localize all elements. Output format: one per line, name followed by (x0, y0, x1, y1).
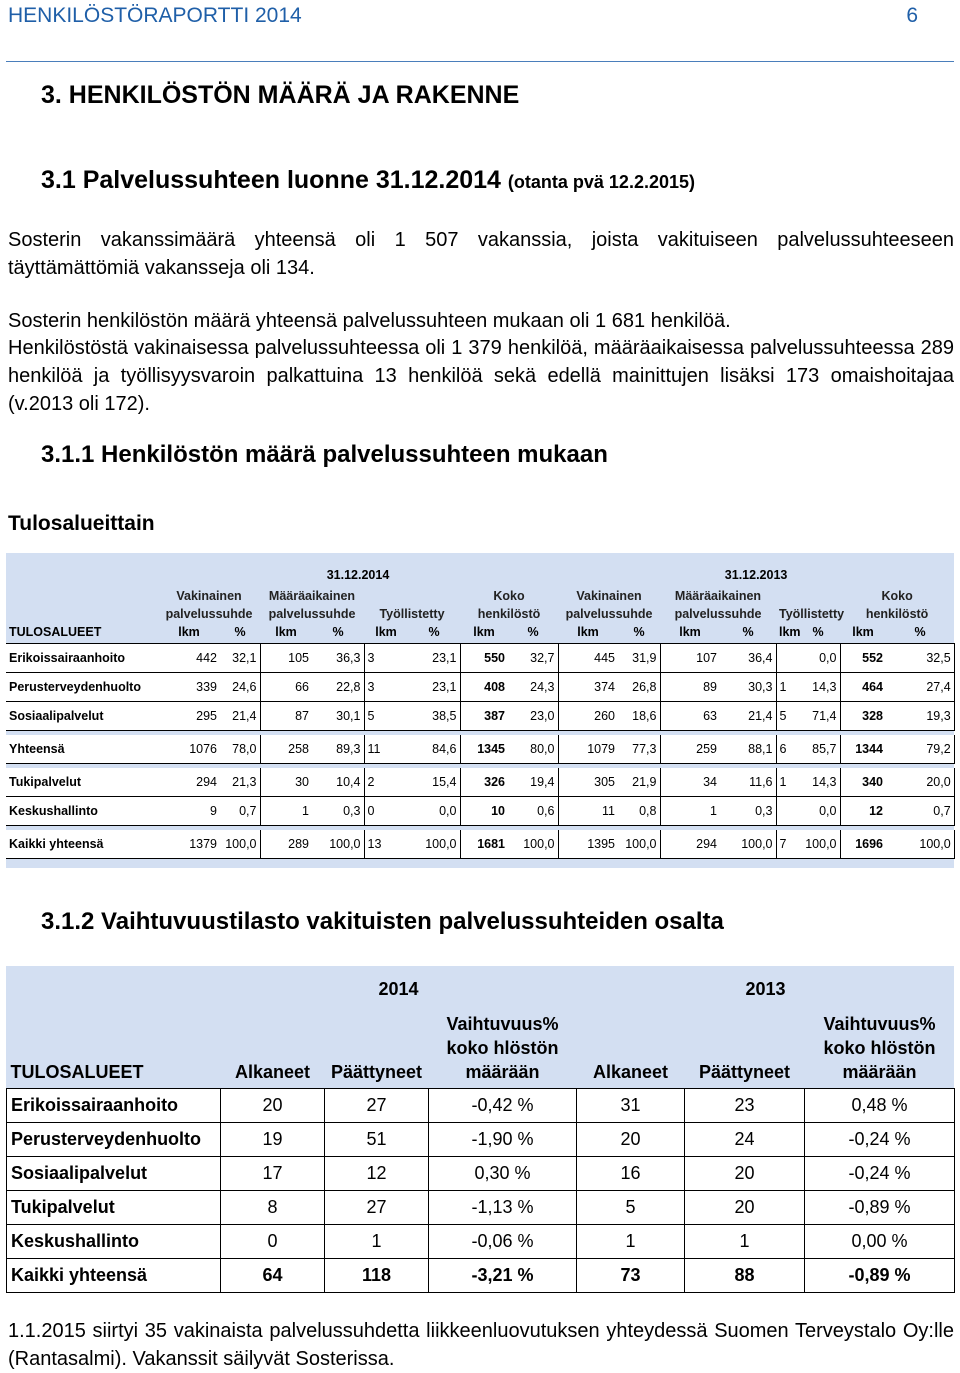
turnover-year-spacer (7, 966, 221, 1012)
table-column-header: Määräaikainen (268, 589, 356, 603)
table-column-header: Vakinainen (576, 589, 642, 603)
turnover-cell: 1 (577, 1225, 685, 1259)
table-cell: 294 (660, 830, 720, 859)
table-gap-cell (6, 553, 954, 565)
table-row (6, 830, 954, 859)
table-cell: 89,3 (312, 735, 364, 764)
table-cell: 1 (660, 797, 720, 826)
turnover-column-header: Päättyneet (330, 1062, 423, 1082)
turnover-cell: 20 (685, 1157, 805, 1191)
header-rule (6, 61, 954, 62)
table-cell: 100,0 (720, 830, 776, 859)
table-cell: 89 (660, 673, 720, 702)
table-cell: 10 (460, 797, 508, 826)
table-cell: 0,0 (796, 797, 840, 826)
table-column-header: palvelussuhde (268, 607, 356, 621)
turnover-cell: 12 (325, 1157, 429, 1191)
table-cell: 0,0 (408, 797, 460, 826)
table-cell: 295 (158, 702, 220, 731)
table-unit-header: lkm (776, 621, 796, 644)
table-cell: 100,0 (508, 830, 558, 859)
subsubsection-heading-1: 3.1.1 Henkilöstön määrä palvelussuhteen mukaan (41, 441, 608, 468)
table-header-row (6, 585, 954, 603)
turnover-cell: 17 (221, 1157, 325, 1191)
table-cell: 100,0 (408, 830, 460, 859)
turnover-cell: 20 (221, 1089, 325, 1123)
table-cell: 30 (260, 768, 312, 797)
table-cell: 21,4 (220, 702, 260, 731)
table-cell: 0,0 (796, 644, 840, 673)
table-cell: 100,0 (796, 830, 840, 859)
turnover-row (7, 1089, 955, 1123)
turnover-row (7, 1225, 955, 1259)
table-cell: 1681 (460, 830, 508, 859)
subsection-title: 3.1 Palvelussuhteen luonne 31.12.2014 (41, 166, 501, 194)
turnover-cell: 8 (221, 1191, 325, 1225)
table-cell: 305 (558, 768, 618, 797)
table-cell: 550 (460, 644, 508, 673)
turnover-year-2013: 2013 (745, 978, 786, 999)
report-title: HENKILÖSTÖRAPORTTI 2014 (8, 4, 302, 27)
table-date-2013: 31.12.2013 (724, 568, 788, 582)
table-cell: 30,1 (312, 702, 364, 731)
table-cell: 21,3 (220, 768, 260, 797)
table-column-header: Määräaikainen (674, 589, 762, 603)
table-date-spacer (6, 565, 158, 585)
table-cell: 79,2 (886, 735, 954, 764)
table-cell: 84,6 (408, 735, 460, 764)
table-row (6, 735, 954, 764)
table-cell: 1696 (840, 830, 886, 859)
table-cell: 5 (776, 702, 796, 731)
table-cell: 5 (364, 702, 408, 731)
table-cell: 85,7 (796, 735, 840, 764)
table-cell: 1079 (558, 735, 618, 764)
table-cell: 15,4 (408, 768, 460, 797)
table-row (6, 702, 954, 731)
table-header-spacer (6, 603, 158, 621)
table-cell: 88,1 (720, 735, 776, 764)
table-cell: 0,3 (312, 797, 364, 826)
turnover-cell: 20 (685, 1191, 805, 1225)
table-unit-header: % (720, 621, 776, 644)
table-cell: 3 (364, 673, 408, 702)
turnover-cell: -3,21 % (429, 1259, 577, 1293)
table-cell: 340 (840, 768, 886, 797)
table-cell: 0,6 (508, 797, 558, 826)
table-cell: 24,3 (508, 673, 558, 702)
table-cell: 408 (460, 673, 508, 702)
table-cell: 387 (460, 702, 508, 731)
table-column-header: Työllistetty (779, 607, 845, 621)
table-column-header: palvelussuhde (165, 607, 253, 621)
staff-by-area-table (6, 553, 955, 859)
turnover-column-header: Vaihtuvuus% koko hlöstön määrään (446, 1014, 559, 1082)
table-row-label: Sosiaalipalvelut (6, 702, 158, 731)
table-unit-header: lkm (558, 621, 618, 644)
turnover-cell: 20 (577, 1123, 685, 1157)
table-cell: 36,4 (720, 644, 776, 673)
table-row (6, 768, 954, 797)
table-column-header (776, 585, 840, 603)
turnover-cell: 27 (325, 1191, 429, 1225)
paragraph-staff-breakdown: Henkilöstöstä vakinaisessa palvelussuhteessa oli 1 379 henkilöä, määräaikaisessa palvelussuhteessa 289 henkilöä ja työllisyysvaroin palkattuina 13 henkilöä sekä edellä mainittujen lisäksi 173 omaishoitajaa (v.2013 oli 172). (8, 337, 954, 415)
table-cell: 19,4 (508, 768, 558, 797)
table-cell: 63 (660, 702, 720, 731)
table-unit-header: % (508, 621, 558, 644)
turnover-cell: -0,24 % (805, 1157, 955, 1191)
turnover-row-label: Kaikki yhteensä (7, 1259, 221, 1293)
turnover-cell: 1 (325, 1225, 429, 1259)
table-cell: 30,3 (720, 673, 776, 702)
table-cell: 258 (260, 735, 312, 764)
turnover-cell: -1,13 % (429, 1191, 577, 1225)
table-cell: 13 (364, 830, 408, 859)
table-cell: 22,8 (312, 673, 364, 702)
table-cell: 2 (364, 768, 408, 797)
turnover-cell: 24 (685, 1123, 805, 1157)
turnover-cell: 19 (221, 1123, 325, 1157)
table-cell: 32,5 (886, 644, 954, 673)
table-row-label: Tukipalvelut (6, 768, 158, 797)
table-cell: 289 (260, 830, 312, 859)
table-column-header: henkilöstö (477, 607, 541, 621)
table-cell: 10,4 (312, 768, 364, 797)
table-cell: 27,4 (886, 673, 954, 702)
page-header (0, 0, 960, 62)
table-row (6, 644, 954, 673)
footer-note: 1.1.2015 siirtyi 35 vakinaista palvelussuhdetta liikkeenluovutuksen yhteydessä Suomen Terveystalo Oy:lle (Rantasalmi). Vakanssit säilyvät Sosterissa. (8, 1320, 954, 1370)
table-cell: 14,3 (796, 768, 840, 797)
table-cell: 14,3 (796, 673, 840, 702)
table-unit-header: % (796, 621, 840, 644)
paragraph-vacancies: Sosterin vakanssimäärä yhteensä oli 1 507 vakanssia, joista vakituiseen palvelussuhteeseen täyttämättömiä vakansseja oli 134. (8, 229, 954, 279)
table-cell: 0,8 (618, 797, 660, 826)
table-cell: 0,3 (720, 797, 776, 826)
table-unit-header: % (408, 621, 460, 644)
turnover-cell: 73 (577, 1259, 685, 1293)
table-cell: 259 (660, 735, 720, 764)
table-cell: 66 (260, 673, 312, 702)
turnover-column-header: Alkaneet (592, 1062, 669, 1082)
turnover-year-row (7, 966, 955, 1012)
turnover-cell: 16 (577, 1157, 685, 1191)
table-unit-header: lkm (260, 621, 312, 644)
table-column-header: palvelussuhde (674, 607, 762, 621)
table-cell: 294 (158, 768, 220, 797)
table-cell: 260 (558, 702, 618, 731)
table-cell: 1379 (158, 830, 220, 859)
turnover-table (6, 966, 955, 1293)
table-cell: 21,9 (618, 768, 660, 797)
turnover-row (7, 1123, 955, 1157)
table-cell: 32,1 (220, 644, 260, 673)
table-cell: 374 (558, 673, 618, 702)
table-cell: 1344 (840, 735, 886, 764)
table-unit-header: lkm (158, 621, 220, 644)
table-cell: 326 (460, 768, 508, 797)
turnover-year-2014: 2014 (378, 978, 419, 999)
turnover-row-label: Keskushallinto (7, 1225, 221, 1259)
table-cell: 0 (364, 797, 408, 826)
table-cell: 105 (260, 644, 312, 673)
table-cell: 24,6 (220, 673, 260, 702)
turnover-cell: 64 (221, 1259, 325, 1293)
table-cell: 20,0 (886, 768, 954, 797)
turnover-cell: 0 (221, 1225, 325, 1259)
table-cell: 1076 (158, 735, 220, 764)
turnover-cell: 0,00 % (805, 1225, 955, 1259)
staff-by-area-table-container (6, 553, 954, 868)
table-cell: 328 (840, 702, 886, 731)
table-cell: 38,5 (408, 702, 460, 731)
turnover-cell: -0,89 % (805, 1191, 955, 1225)
turnover-cell: 118 (325, 1259, 429, 1293)
turnover-cell: 1 (685, 1225, 805, 1259)
table-cell: 107 (660, 644, 720, 673)
table-cell: 19,3 (886, 702, 954, 731)
turnover-column-header: Vaihtuvuus% koko hlöstön määrään (823, 1014, 936, 1082)
table-unit-row (6, 621, 954, 644)
section-heading: 3. HENKILÖSTÖN MÄÄRÄ JA RAKENNE (41, 81, 520, 109)
turnover-header-row (7, 1012, 955, 1089)
subsection-note: (otanta pvä 12.2.2015) (507, 172, 695, 192)
table-area-header: TULOSALUEET (6, 621, 158, 644)
table-column-header: Työllistetty (379, 607, 445, 621)
turnover-cell: -0,06 % (429, 1225, 577, 1259)
table-cell: 11,6 (720, 768, 776, 797)
table-unit-header: lkm (460, 621, 508, 644)
turnover-cell: 51 (325, 1123, 429, 1157)
table-cell: 78,0 (220, 735, 260, 764)
table-cell: 11 (558, 797, 618, 826)
table-cell: 100,0 (312, 830, 364, 859)
table-cell: 11 (364, 735, 408, 764)
table-row (6, 673, 954, 702)
table-row-label: Erikoissairaanhoito (6, 644, 158, 673)
table-cell: 1 (776, 768, 796, 797)
turnover-cell: 0,48 % (805, 1089, 955, 1123)
table-cell: 100,0 (618, 830, 660, 859)
turnover-row-label: Tukipalvelut (7, 1191, 221, 1225)
table-cell: 18,6 (618, 702, 660, 731)
table-cell: 1 (776, 673, 796, 702)
turnover-cell: -0,89 % (805, 1259, 955, 1293)
table-cell: 1395 (558, 830, 618, 859)
table-column-header: henkilöstö (865, 607, 929, 621)
table-cell: 26,8 (618, 673, 660, 702)
table-cell: 32,7 (508, 644, 558, 673)
table-row-label: Keskushallinto (6, 797, 158, 826)
table-cell: 34 (660, 768, 720, 797)
table-cell: 552 (840, 644, 886, 673)
table-cell: 9 (158, 797, 220, 826)
table-date-row (6, 565, 954, 585)
turnover-cell: 0,30 % (429, 1157, 577, 1191)
table-row (6, 797, 954, 826)
table-cell: 0,7 (886, 797, 954, 826)
turnover-cell: -0,24 % (805, 1123, 955, 1157)
table-cell: 100,0 (220, 830, 260, 859)
page-number: 6 (906, 4, 918, 27)
table-column-header: Vakinainen (176, 589, 242, 603)
subsubsection-heading-2: 3.1.2 Vaihtuvuustilasto vakituisten palvelussuhteiden osalta (41, 908, 724, 935)
table-row-label: Perusterveydenhuolto (6, 673, 158, 702)
table-cell: 71,4 (796, 702, 840, 731)
turnover-cell: -0,42 % (429, 1089, 577, 1123)
turnover-cell: 23 (685, 1089, 805, 1123)
table-cell: 442 (158, 644, 220, 673)
turnover-row (7, 1157, 955, 1191)
table-unit-header: % (618, 621, 660, 644)
turnover-row-label: Erikoissairaanhoito (7, 1089, 221, 1123)
table-unit-header: lkm (660, 621, 720, 644)
table-cell: 23,1 (408, 673, 460, 702)
table-cell: 36,3 (312, 644, 364, 673)
table-column-header (364, 585, 460, 603)
table-date-2014: 31.12.2014 (326, 568, 390, 582)
turnover-column-header: Alkaneet (234, 1062, 311, 1082)
turnover-cell: 5 (577, 1191, 685, 1225)
turnover-row-label: Perusterveydenhuolto (7, 1123, 221, 1157)
table-cell: 80,0 (508, 735, 558, 764)
turnover-cell: 31 (577, 1089, 685, 1123)
turnover-row (7, 1259, 955, 1293)
table-cell: 464 (840, 673, 886, 702)
table-unit-header: % (220, 621, 260, 644)
table-caption: Tulosalueittain (8, 512, 155, 535)
turnover-column-header: Päättyneet (698, 1062, 791, 1082)
table-unit-header: % (312, 621, 364, 644)
table-cell (776, 644, 796, 673)
table-cell: 445 (558, 644, 618, 673)
table-cell: 21,4 (720, 702, 776, 731)
table-cell: 7 (776, 830, 796, 859)
table-column-header: Koko (493, 589, 525, 603)
table-cell: 31,9 (618, 644, 660, 673)
table-cell: 3 (364, 644, 408, 673)
turnover-table-container (6, 966, 954, 1292)
table-header-row (6, 603, 954, 621)
table-row-label: Kaikki yhteensä (6, 830, 158, 859)
table-cell: 23,1 (408, 644, 460, 673)
table-cell (776, 797, 796, 826)
table-unit-header: % (886, 621, 954, 644)
turnover-cell: 88 (685, 1259, 805, 1293)
turnover-column-header: TULOSALUEET (10, 1062, 144, 1082)
table-gap-row (6, 553, 954, 565)
table-cell: 339 (158, 673, 220, 702)
table-row-label: Yhteensä (6, 735, 158, 764)
table-cell: 6 (776, 735, 796, 764)
table-cell: 77,3 (618, 735, 660, 764)
table-cell: 12 (840, 797, 886, 826)
subsection-heading (41, 166, 695, 195)
table-unit-header: lkm (364, 621, 408, 644)
table-cell: 1345 (460, 735, 508, 764)
table-unit-header: lkm (840, 621, 886, 644)
table-cell: 87 (260, 702, 312, 731)
turnover-row (7, 1191, 955, 1225)
paragraph-staff-total: Sosterin henkilöstön määrä yhteensä palvelussuhteen mukaan oli 1 681 henkilöä. (8, 310, 731, 332)
table-column-header: palvelussuhde (565, 607, 653, 621)
table-column-header: Koko (881, 589, 913, 603)
table-header-spacer (6, 585, 158, 603)
table-cell: 0,7 (220, 797, 260, 826)
turnover-cell: -1,90 % (429, 1123, 577, 1157)
table-cell: 1 (260, 797, 312, 826)
turnover-cell: 27 (325, 1089, 429, 1123)
table-cell: 23,0 (508, 702, 558, 731)
table-cell: 100,0 (886, 830, 954, 859)
turnover-row-label: Sosiaalipalvelut (7, 1157, 221, 1191)
